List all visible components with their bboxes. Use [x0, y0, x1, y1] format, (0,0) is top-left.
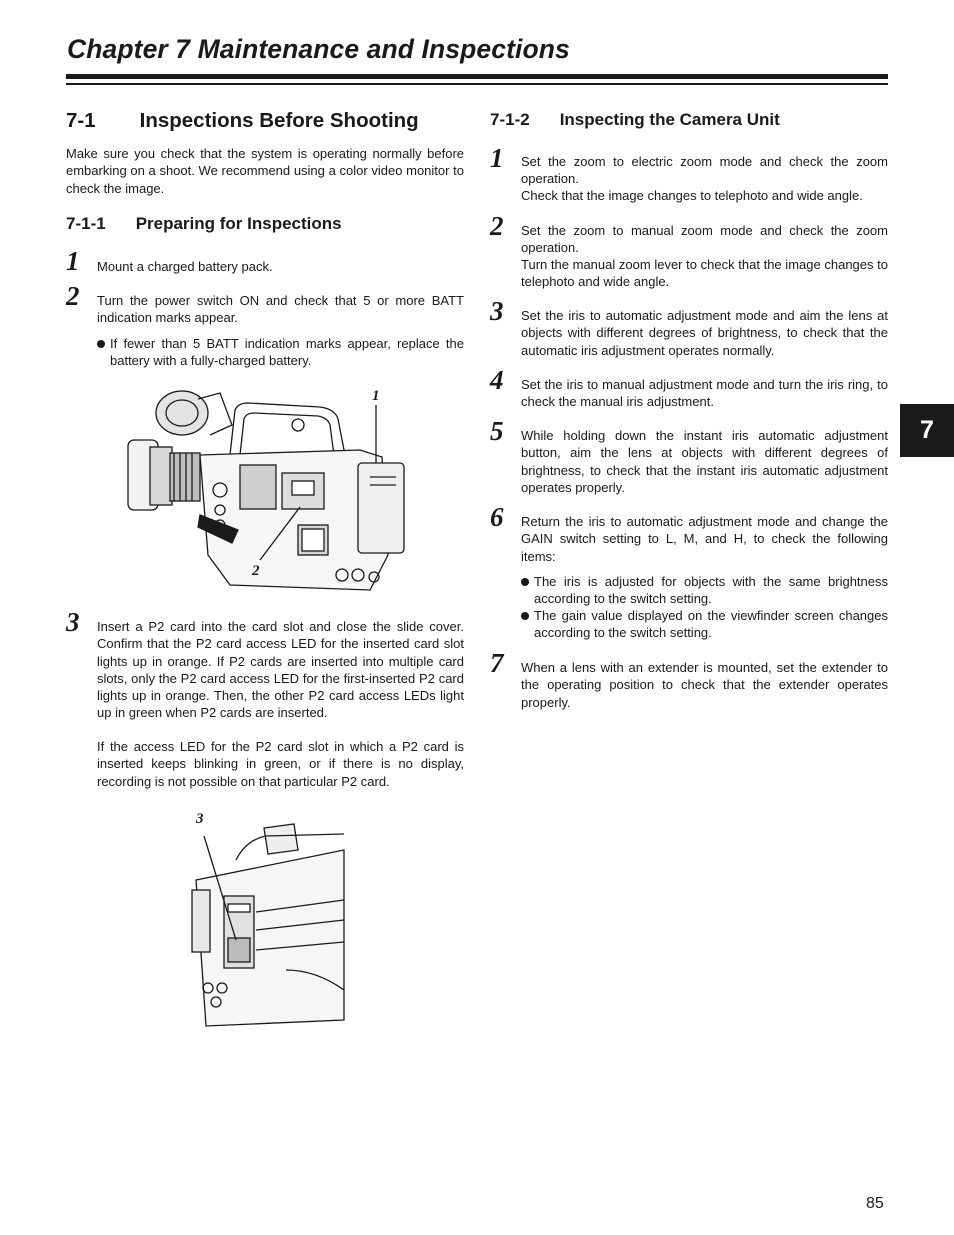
bullet-item: [97, 335, 464, 370]
step-text: Mount a charged battery pack.: [97, 259, 273, 274]
step-number: 5: [490, 416, 504, 446]
section-title: Inspections Before Shooting: [139, 109, 419, 132]
bullet-text: If fewer than 5 BATT indication marks appear, replace the battery with a fully-charged battery.: [110, 336, 464, 369]
step-number: 1: [66, 246, 80, 276]
step-text: While holding down the instant iris automatic adjustment button, aim the lens at objects with different degrees of brightness, to check that the instant iris automatic adjustment operates properly.: [521, 428, 888, 495]
subsection2-number: 7-1-2: [490, 110, 530, 129]
subsection2-heading: [490, 110, 780, 130]
step-text-continued: Check that the image changes to telephoto and wide angle.: [521, 188, 863, 203]
step-text: When a lens with an extender is mounted, set the extender to the operating position to check that the extender operates properly.: [521, 660, 888, 710]
bullet-dot: [97, 340, 105, 348]
chapter-tab: 7: [900, 404, 954, 457]
step-text-continued: Turn the manual zoom lever to check that the image changes to telephoto and wide angle.: [521, 257, 888, 290]
bullet-item: [521, 607, 888, 642]
bullet-dot: [521, 578, 529, 586]
step-number: 2: [490, 211, 504, 241]
step-number: 3: [490, 296, 504, 326]
step-text-continued: If the access LED for the P2 card slot in which a P2 card is inserted keeps blinking in green, or if there is no display, recording is not possible on that particular P2 card.: [97, 739, 464, 789]
subsection1-title: Preparing for Inspections: [135, 214, 342, 233]
bullet-dot: [521, 612, 529, 620]
bullet-item: [521, 573, 888, 608]
card-slot-figure: [186, 820, 346, 1030]
header-rule-thin: [66, 83, 888, 85]
step-number: 6: [490, 502, 504, 532]
bullet-text: The gain value displayed on the viewfinder screen changes according to the switch setting.: [534, 608, 888, 641]
step-number: 7: [490, 648, 504, 678]
section-number: 7-1: [66, 109, 96, 132]
header-rule-thick: [66, 74, 888, 79]
step-number: 2: [66, 281, 80, 311]
step-number: 4: [490, 365, 504, 395]
callout-label: 1: [372, 388, 380, 404]
subsection1-number: 7-1-1: [66, 214, 106, 233]
section-heading: [66, 109, 419, 133]
chapter-title: Chapter 7 Maintenance and Inspections: [67, 34, 570, 64]
step-text: Set the zoom to manual zoom mode and check the zoom operation.: [521, 223, 888, 256]
step-text: Set the iris to manual adjustment mode and turn the iris ring, to check the manual iris adjustment.: [521, 377, 888, 410]
bullet-text: The iris is adjusted for objects with the same brightness according to the switch setting.: [534, 574, 888, 607]
page-number: 85: [866, 1195, 884, 1212]
subsection1-heading: [66, 214, 342, 234]
step-text: Turn the power switch ON and check that 5 or more BATT indication marks appear.: [97, 293, 464, 326]
camcorder-figure: [120, 385, 420, 607]
step-text: Set the zoom to electric zoom mode and check the zoom operation.: [521, 154, 888, 187]
step-text: Return the iris to automatic adjustment mode and change the GAIN switch setting to L, M, and H, to check the following items:: [521, 514, 888, 564]
step-text: Set the iris to automatic adjustment mode and aim the lens at objects with different degrees of brightness, to check that the automatic iris adjustment operates normally.: [521, 308, 888, 358]
step-number: 1: [490, 143, 504, 173]
callout-label: 2: [252, 563, 260, 579]
step-number: 3: [66, 607, 80, 637]
callout-label: 3: [196, 811, 204, 827]
step-text: Insert a P2 card into the card slot and close the slide cover. Confirm that the P2 card access LED for the inserted card slot lights up in orange. If P2 cards are inserted into multiple card slots, only the P2 card access LED for the first-inserted P2 card lights up in orange. Then, the other P2 card access LEDs light up in green when P2 cards are inserted.: [97, 619, 464, 721]
section-intro: Make sure you check that the system is operating normally before embarking on a shoot. We recommend using a color video monitor to check the image.: [66, 146, 464, 196]
subsection2-title: Inspecting the Camera Unit: [559, 110, 780, 129]
